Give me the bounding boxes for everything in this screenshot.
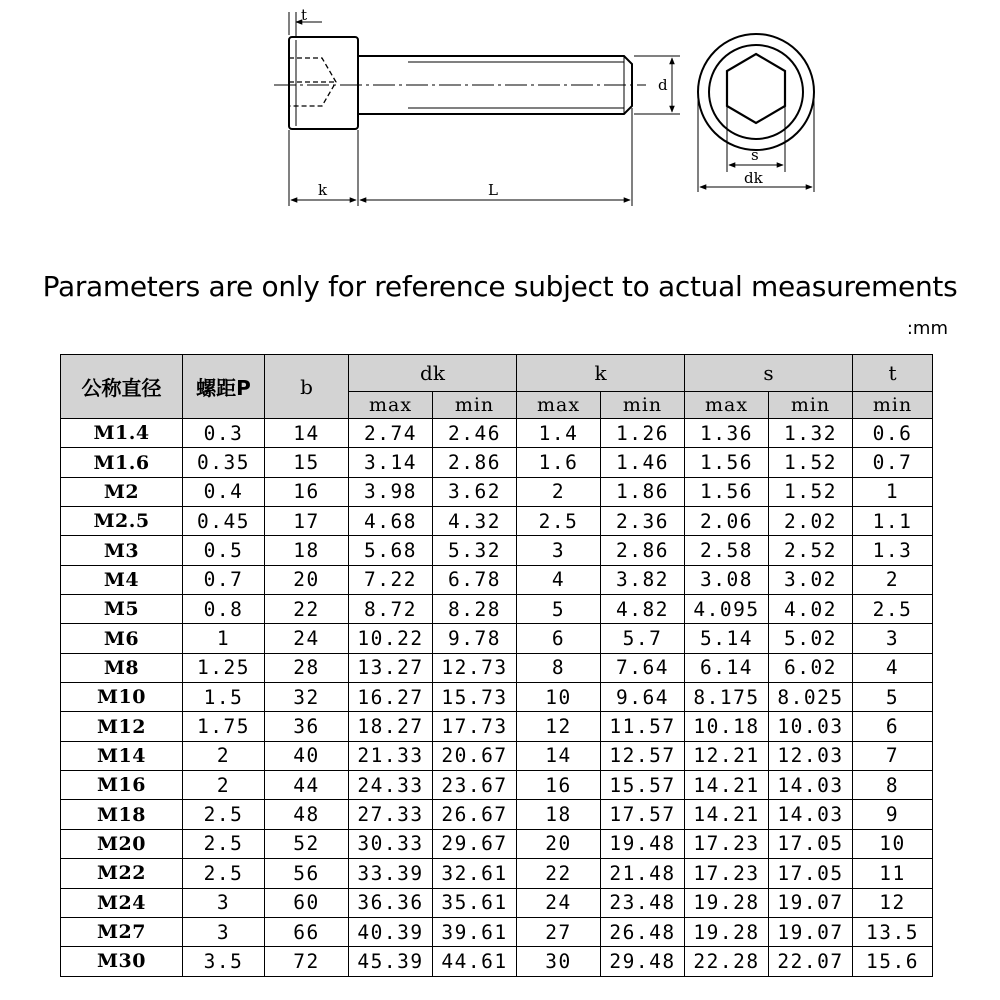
cell-dk-min: 4.32 — [433, 507, 517, 536]
table-row — [61, 565, 933, 594]
cell-s-max: 17.23 — [685, 829, 769, 858]
cell-size: M2 — [61, 477, 183, 506]
cell-k-max: 12 — [517, 712, 601, 741]
hex-socket — [727, 54, 785, 123]
cell-dk-min: 44.61 — [433, 947, 517, 976]
cell-k-max: 18 — [517, 800, 601, 829]
cell-k-max: 10 — [517, 683, 601, 712]
cell-s-max: 19.28 — [685, 888, 769, 917]
cell-b: 28 — [265, 653, 349, 682]
cell-dk-min: 5.32 — [433, 536, 517, 565]
cell-size: M2.5 — [61, 507, 183, 536]
cell-b: 24 — [265, 624, 349, 653]
cell-size: M1.4 — [61, 419, 183, 448]
table-row — [61, 624, 933, 653]
cell-s-min: 19.07 — [769, 888, 853, 917]
header-s: s — [685, 355, 853, 392]
cell-pitch: 0.7 — [183, 565, 265, 594]
cell-k-min: 29.48 — [601, 947, 685, 976]
cell-s-max: 5.14 — [685, 624, 769, 653]
cell-dk-max: 10.22 — [349, 624, 433, 653]
cell-k-min: 17.57 — [601, 800, 685, 829]
cell-size: M24 — [61, 888, 183, 917]
table-row — [61, 800, 933, 829]
cell-dk-min: 2.86 — [433, 448, 517, 477]
cell-dk-min: 15.73 — [433, 683, 517, 712]
table-row — [61, 917, 933, 946]
cell-dk-min: 9.78 — [433, 624, 517, 653]
cell-dk-max: 33.39 — [349, 859, 433, 888]
table-row — [61, 536, 933, 565]
header-b: b — [265, 355, 349, 419]
cell-k-max: 14 — [517, 741, 601, 770]
cell-pitch: 2 — [183, 741, 265, 770]
spec-table — [60, 354, 933, 977]
cell-dk-max: 8.72 — [349, 595, 433, 624]
label-s: s — [751, 146, 759, 164]
cell-pitch: 1.25 — [183, 653, 265, 682]
cell-k-min: 2.86 — [601, 536, 685, 565]
cell-pitch: 2 — [183, 771, 265, 800]
label-dk: dk — [744, 169, 763, 187]
table-row — [61, 653, 933, 682]
header-dk: dk — [349, 355, 517, 392]
cell-k-max: 6 — [517, 624, 601, 653]
header-nominal-diameter: 公称直径 — [61, 355, 183, 419]
cell-dk-min: 39.61 — [433, 917, 517, 946]
cell-dk-min: 26.67 — [433, 800, 517, 829]
cell-k-min: 23.48 — [601, 888, 685, 917]
cell-t-min: 7 — [853, 741, 933, 770]
table-row — [61, 419, 933, 448]
cell-size: M8 — [61, 653, 183, 682]
table-row — [61, 448, 933, 477]
cell-t-min: 8 — [853, 771, 933, 800]
cell-dk-min: 3.62 — [433, 477, 517, 506]
cell-dk-max: 2.74 — [349, 419, 433, 448]
label-k: k — [318, 181, 328, 199]
cell-b: 16 — [265, 477, 349, 506]
cell-dk-max: 21.33 — [349, 741, 433, 770]
cell-size: M20 — [61, 829, 183, 858]
cell-t-min: 10 — [853, 829, 933, 858]
cell-pitch: 0.5 — [183, 536, 265, 565]
cell-b: 44 — [265, 771, 349, 800]
spec-table-body — [61, 419, 933, 977]
cell-k-max: 2 — [517, 477, 601, 506]
cell-dk-max: 18.27 — [349, 712, 433, 741]
cell-s-min: 17.05 — [769, 829, 853, 858]
cell-dk-max: 36.36 — [349, 888, 433, 917]
cell-k-min: 19.48 — [601, 829, 685, 858]
cell-b: 36 — [265, 712, 349, 741]
cell-s-min: 2.52 — [769, 536, 853, 565]
header-pitch: 螺距P — [183, 355, 265, 419]
cell-b: 22 — [265, 595, 349, 624]
cell-k-max: 1.4 — [517, 419, 601, 448]
cell-s-max: 6.14 — [685, 653, 769, 682]
cell-b: 56 — [265, 859, 349, 888]
cell-size: M16 — [61, 771, 183, 800]
cell-k-min: 21.48 — [601, 859, 685, 888]
cell-dk-max: 4.68 — [349, 507, 433, 536]
cell-dk-min: 17.73 — [433, 712, 517, 741]
cell-t-min: 3 — [853, 624, 933, 653]
cell-k-min: 4.82 — [601, 595, 685, 624]
cell-dk-max: 5.68 — [349, 536, 433, 565]
label-t: t — [301, 6, 308, 24]
cell-k-min: 2.36 — [601, 507, 685, 536]
cell-dk-max: 27.33 — [349, 800, 433, 829]
cell-s-min: 1.52 — [769, 448, 853, 477]
table-row — [61, 859, 933, 888]
cell-k-max: 5 — [517, 595, 601, 624]
cell-t-min: 2 — [853, 565, 933, 594]
cell-k-min: 11.57 — [601, 712, 685, 741]
cell-pitch: 2.5 — [183, 800, 265, 829]
table-row — [61, 741, 933, 770]
header-k: k — [517, 355, 685, 392]
cell-dk-max: 24.33 — [349, 771, 433, 800]
cell-s-max: 17.23 — [685, 859, 769, 888]
cell-k-min: 9.64 — [601, 683, 685, 712]
cell-k-max: 1.6 — [517, 448, 601, 477]
cell-s-max: 22.28 — [685, 947, 769, 976]
cell-dk-min: 8.28 — [433, 595, 517, 624]
cell-k-max: 4 — [517, 565, 601, 594]
cell-dk-max: 45.39 — [349, 947, 433, 976]
header-k-max: max — [517, 392, 601, 419]
cell-t-min: 4 — [853, 653, 933, 682]
cell-k-max: 20 — [517, 829, 601, 858]
cell-size: M30 — [61, 947, 183, 976]
cell-dk-max: 30.33 — [349, 829, 433, 858]
cell-size: M10 — [61, 683, 183, 712]
cell-s-min: 4.02 — [769, 595, 853, 624]
cell-pitch: 0.3 — [183, 419, 265, 448]
cell-size: M12 — [61, 712, 183, 741]
cell-k-min: 1.86 — [601, 477, 685, 506]
cell-s-max: 12.21 — [685, 741, 769, 770]
cell-s-max: 3.08 — [685, 565, 769, 594]
cell-s-max: 1.56 — [685, 448, 769, 477]
cell-b: 66 — [265, 917, 349, 946]
cell-pitch: 3 — [183, 917, 265, 946]
cell-s-max: 8.175 — [685, 683, 769, 712]
head-inner-circle — [709, 45, 803, 139]
cell-t-min: 15.6 — [853, 947, 933, 976]
cell-s-min: 1.32 — [769, 419, 853, 448]
cell-t-min: 9 — [853, 800, 933, 829]
cell-s-min: 17.05 — [769, 859, 853, 888]
cell-dk-min: 12.73 — [433, 653, 517, 682]
cell-t-min: 1.3 — [853, 536, 933, 565]
cell-pitch: 2.5 — [183, 859, 265, 888]
table-row — [61, 771, 933, 800]
header-dk-max: max — [349, 392, 433, 419]
cell-t-min: 0.6 — [853, 419, 933, 448]
cell-pitch: 1.5 — [183, 683, 265, 712]
cell-k-min: 1.26 — [601, 419, 685, 448]
screw-side-view — [274, 12, 680, 206]
cell-t-min: 11 — [853, 859, 933, 888]
cell-s-min: 5.02 — [769, 624, 853, 653]
cell-s-min: 14.03 — [769, 800, 853, 829]
cell-b: 17 — [265, 507, 349, 536]
cell-s-max: 14.21 — [685, 800, 769, 829]
cell-k-min: 15.57 — [601, 771, 685, 800]
cell-dk-max: 7.22 — [349, 565, 433, 594]
cell-b: 48 — [265, 800, 349, 829]
table-row — [61, 683, 933, 712]
cell-dk-min: 29.67 — [433, 829, 517, 858]
cell-t-min: 1 — [853, 477, 933, 506]
cell-s-max: 1.36 — [685, 419, 769, 448]
cell-pitch: 0.35 — [183, 448, 265, 477]
cell-s-min: 14.03 — [769, 771, 853, 800]
cell-b: 32 — [265, 683, 349, 712]
cell-size: M1.6 — [61, 448, 183, 477]
label-d: d — [658, 76, 668, 94]
cell-t-min: 5 — [853, 683, 933, 712]
table-row — [61, 712, 933, 741]
header-t-min: min — [853, 392, 933, 419]
cell-s-max: 4.095 — [685, 595, 769, 624]
cell-k-max: 8 — [517, 653, 601, 682]
table-row — [61, 888, 933, 917]
cell-s-min: 19.07 — [769, 917, 853, 946]
cell-pitch: 0.8 — [183, 595, 265, 624]
cell-b: 72 — [265, 947, 349, 976]
head-outer-circle — [698, 34, 814, 150]
cell-size: M14 — [61, 741, 183, 770]
header-s-max: max — [685, 392, 769, 419]
cell-pitch: 2.5 — [183, 829, 265, 858]
cell-b: 20 — [265, 565, 349, 594]
cell-k-max: 3 — [517, 536, 601, 565]
cell-k-min: 3.82 — [601, 565, 685, 594]
cell-pitch: 3.5 — [183, 947, 265, 976]
label-L: L — [488, 181, 498, 199]
cell-k-max: 22 — [517, 859, 601, 888]
cell-k-max: 24 — [517, 888, 601, 917]
cell-k-min: 7.64 — [601, 653, 685, 682]
cell-dk-max: 3.98 — [349, 477, 433, 506]
screw-diagram — [0, 0, 1000, 240]
cell-dk-min: 32.61 — [433, 859, 517, 888]
cell-t-min: 2.5 — [853, 595, 933, 624]
cell-k-max: 16 — [517, 771, 601, 800]
cell-pitch: 0.4 — [183, 477, 265, 506]
cell-dk-min: 23.67 — [433, 771, 517, 800]
header-dk-min: min — [433, 392, 517, 419]
cell-dk-max: 40.39 — [349, 917, 433, 946]
cell-dk-min: 2.46 — [433, 419, 517, 448]
table-row — [61, 595, 933, 624]
cell-k-max: 30 — [517, 947, 601, 976]
cell-t-min: 1.1 — [853, 507, 933, 536]
cell-s-min: 22.07 — [769, 947, 853, 976]
cell-s-min: 3.02 — [769, 565, 853, 594]
cell-b: 14 — [265, 419, 349, 448]
cell-k-min: 5.7 — [601, 624, 685, 653]
cell-t-min: 6 — [853, 712, 933, 741]
cell-t-min: 12 — [853, 888, 933, 917]
cell-s-min: 6.02 — [769, 653, 853, 682]
unit-label: :mm — [906, 318, 948, 339]
cell-pitch: 1 — [183, 624, 265, 653]
cell-s-max: 19.28 — [685, 917, 769, 946]
cell-s-min: 1.52 — [769, 477, 853, 506]
cell-size: M3 — [61, 536, 183, 565]
cell-s-max: 10.18 — [685, 712, 769, 741]
cell-t-min: 13.5 — [853, 917, 933, 946]
cell-size: M27 — [61, 917, 183, 946]
cell-t-min: 0.7 — [853, 448, 933, 477]
screw-head-outline — [289, 37, 358, 129]
cell-size: M18 — [61, 800, 183, 829]
cell-dk-max: 13.27 — [349, 653, 433, 682]
cell-k-min: 1.46 — [601, 448, 685, 477]
header-s-min: min — [769, 392, 853, 419]
cell-k-max: 2.5 — [517, 507, 601, 536]
cell-size: M5 — [61, 595, 183, 624]
table-row — [61, 477, 933, 506]
cell-s-min: 2.02 — [769, 507, 853, 536]
cell-s-min: 8.025 — [769, 683, 853, 712]
cell-pitch: 0.45 — [183, 507, 265, 536]
cell-size: M4 — [61, 565, 183, 594]
cell-b: 52 — [265, 829, 349, 858]
cell-b: 60 — [265, 888, 349, 917]
header-t: t — [853, 355, 933, 392]
cell-k-min: 12.57 — [601, 741, 685, 770]
cell-size: M6 — [61, 624, 183, 653]
cell-b: 18 — [265, 536, 349, 565]
cell-dk-min: 6.78 — [433, 565, 517, 594]
cell-s-max: 14.21 — [685, 771, 769, 800]
cell-size: M22 — [61, 859, 183, 888]
cell-k-max: 27 — [517, 917, 601, 946]
cell-b: 15 — [265, 448, 349, 477]
header-k-min: min — [601, 392, 685, 419]
cell-s-max: 1.56 — [685, 477, 769, 506]
cell-b: 40 — [265, 741, 349, 770]
cell-dk-max: 16.27 — [349, 683, 433, 712]
cell-dk-min: 35.61 — [433, 888, 517, 917]
table-row — [61, 947, 933, 976]
cell-s-min: 12.03 — [769, 741, 853, 770]
cell-dk-max: 3.14 — [349, 448, 433, 477]
table-row — [61, 507, 933, 536]
cell-pitch: 3 — [183, 888, 265, 917]
reference-note: Parameters are only for reference subject to actual measurements — [42, 270, 958, 303]
cell-dk-min: 20.67 — [433, 741, 517, 770]
table-row — [61, 829, 933, 858]
cell-k-min: 26.48 — [601, 917, 685, 946]
cell-pitch: 1.75 — [183, 712, 265, 741]
cell-s-max: 2.06 — [685, 507, 769, 536]
cell-s-min: 10.03 — [769, 712, 853, 741]
cell-s-max: 2.58 — [685, 536, 769, 565]
